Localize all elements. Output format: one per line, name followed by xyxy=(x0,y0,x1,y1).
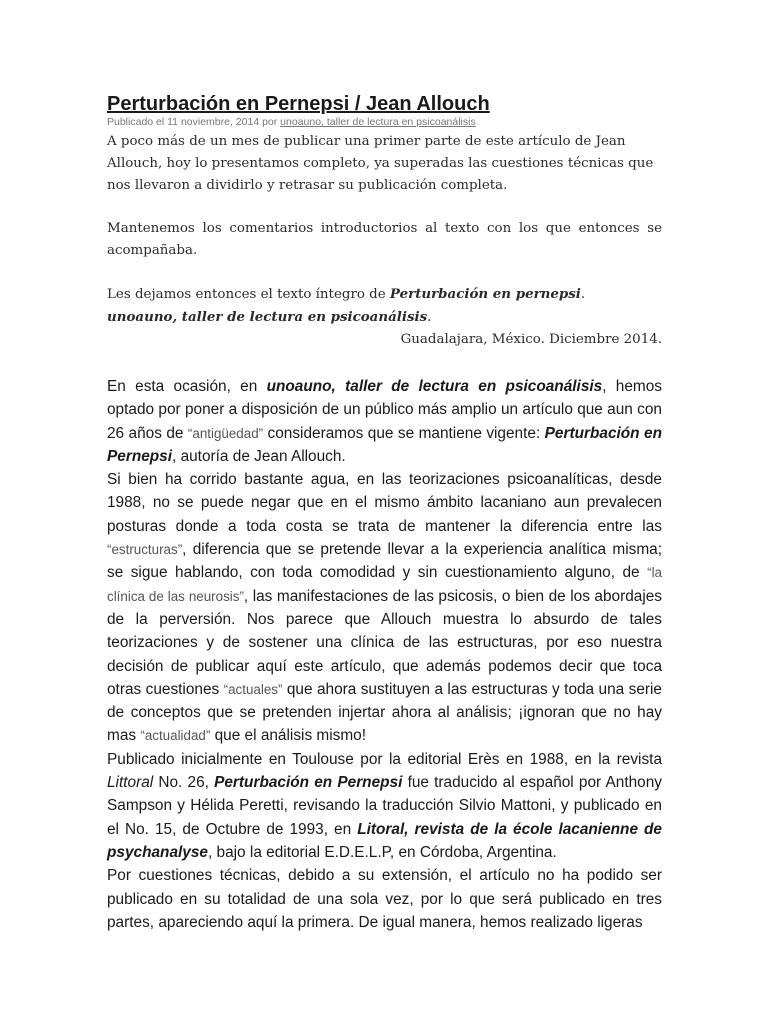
b3-a: Publicado inicialmente en Toulouse por la editorial Erès en 1988, en la revista xyxy=(107,750,662,768)
b2-q1: “estructuras” xyxy=(107,542,183,558)
b3-f: Litoral, revista de la école lacanienne de psychanalyse xyxy=(107,820,662,861)
intro-p3-suffix: . xyxy=(580,287,586,302)
place-date: Guadalajara, México. Diciembre 2014. xyxy=(400,332,662,347)
post-meta xyxy=(107,116,662,129)
b3-d: Perturbación en Pernepsi xyxy=(214,774,403,792)
document-page xyxy=(107,92,662,934)
intro-p3-prefix: Les dejamos entonces el texto íntegro de xyxy=(107,287,390,302)
b2-e: que el análisis mismo! xyxy=(210,727,367,745)
b1-e: Perturbación en Pernepsi xyxy=(107,424,662,465)
b1-a: En esta ocasión, en xyxy=(107,378,267,395)
b2-d: que ahora sustituyen a las estructuras y toda una serie de conceptos que se pretenden injertar ahora al análisis; ¡ignoran que no hay mas xyxy=(107,680,662,745)
b3-c: No. 26, xyxy=(153,774,215,792)
b1-f: , autoría de Jean Allouch. xyxy=(172,447,346,465)
author-link[interactable]: unoauno, taller de lectura en psicoanálisis xyxy=(280,116,476,128)
b2-q3: “actuales” xyxy=(223,681,283,697)
b1-c: , hemos optado por poner a disposición de un público más amplio un artículo que aun con 26 años de xyxy=(107,378,662,442)
intro-p3-title: Perturbación en pernepsi xyxy=(389,286,581,302)
body-paragraph-1 xyxy=(107,375,662,468)
intro-paragraph-3 xyxy=(107,283,662,306)
meta-prefix: Publicado el 11 noviembre, 2014 por xyxy=(107,116,281,128)
body-paragraph-2 xyxy=(107,468,662,748)
b3-b: Littoral xyxy=(107,774,154,792)
b1-q1: “antigüedad” xyxy=(187,425,264,441)
post-title[interactable]: Perturbación en Pernepsi / Jean Allouch xyxy=(107,93,490,115)
intro-paragraph-1: A poco más de un mes de publicar una primer parte de este artículo de Jean Allouch, hoy lo presentamos completo, ya superadas las cuestiones técnicas que nos llevaron a dividirlo y retrasar su publicación completa. xyxy=(107,134,654,193)
b2-b: , diferencia que se pretende llevar a la experiencia analítica misma; se sigue hablando, con toda comodidad y sin cuestionamiento alguno, de xyxy=(107,541,662,582)
b3-g: , bajo la editorial E.D.E.L.P, en Córdoba, Argentina. xyxy=(207,843,557,861)
b3-e: fue traducido al español por Anthony Sampson y Hélida Peretti, revisando la traducción Silvio Mattoni, y publicado en el No. 15, de Octubre de 1993, en xyxy=(107,774,662,838)
b1-d: consideramos que se mantiene vigente: xyxy=(263,424,545,442)
b2-q2: “la clínica de las neurosis” xyxy=(107,565,662,604)
intro-signature xyxy=(107,306,662,329)
body-paragraph-3 xyxy=(107,748,662,864)
intro-paragraph-2: Mantenemos los comentarios introductorios al texto con los que entonces se acompañaba. xyxy=(107,221,662,258)
signature-suffix: . xyxy=(427,310,432,325)
body-paragraph-4: Por cuestiones técnicas, debido a su extensión, el artículo no ha podido ser publicado en su totalidad de una sola vez, por lo que será publicado en tres partes, apareciendo aquí la primera. De igual manera, hemos realizado ligeras xyxy=(107,867,662,931)
b2-a: Si bien ha corrido bastante agua, en las teorizaciones psicoanalíticas, desde 1988, no se puede negar que en el mismo ámbito lacaniano aun prevalecen posturas donde a toda costa se trata de mantener la diferencia entre las xyxy=(107,471,662,535)
b2-q4: “actualidad” xyxy=(140,728,211,744)
b1-b: unoauno, taller de lectura en psicoanálisis xyxy=(266,378,603,395)
b2-c: , las manifestaciones de las psicosis, o bien de los abordajes de la perversión. Nos parece que Allouch muestra lo absurdo de tales teorizaciones y de sostener una clínica de las estructuras, por eso nuestra decisión de publicar aquí este artículo, que además podemos decir que toca otras cuestiones xyxy=(107,587,663,698)
article-body xyxy=(107,375,662,934)
signature-name: unoauno, taller de lectura en psicoanálisis xyxy=(107,309,428,325)
